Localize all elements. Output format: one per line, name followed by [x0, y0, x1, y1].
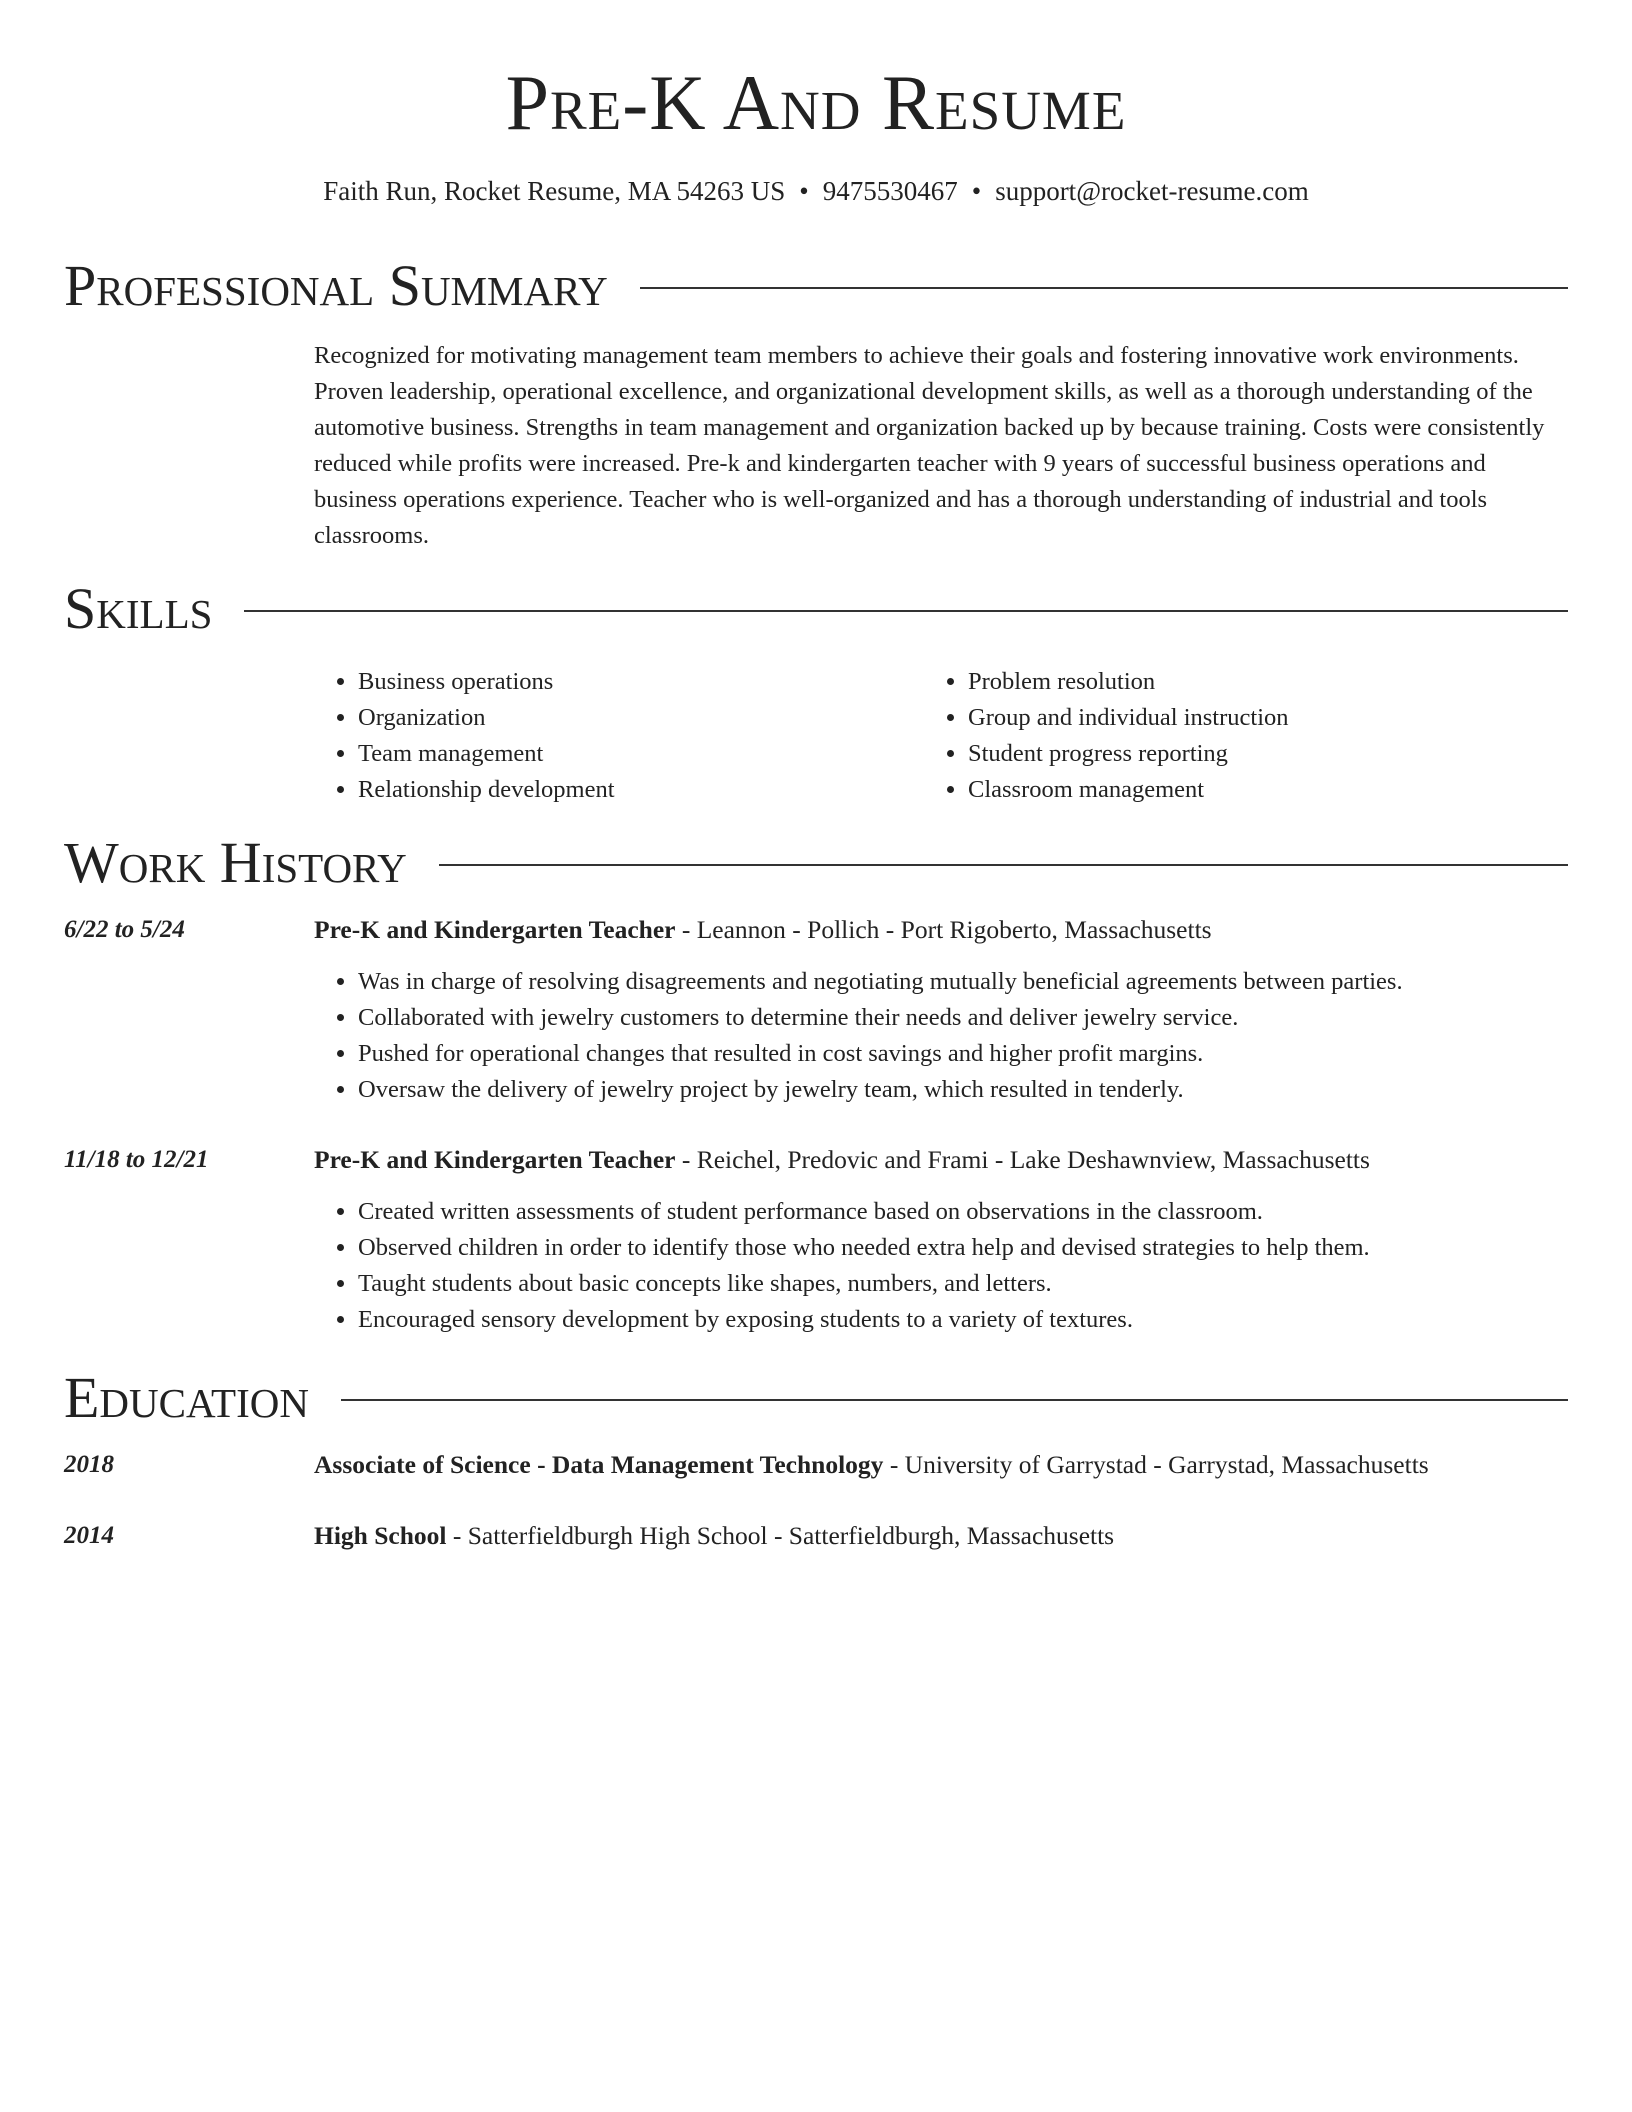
education-entry — [314, 1447, 1592, 1483]
section-title-work: Work History — [64, 830, 407, 895]
job-bullet: • Pushed for operational changes that resulted in cost savings and higher profit margins. — [358, 1036, 1592, 1072]
section-divider — [439, 864, 1568, 866]
work-section-header — [64, 830, 1568, 896]
job-title: Pre-K and Kindergarten Teacher — [314, 915, 676, 944]
contact-phone: 9475530467 — [822, 176, 958, 206]
education-year: 2018 — [64, 1451, 114, 1478]
section-title-summary: Professional Summary — [64, 253, 608, 318]
summary-text: Recognized for motivating management team members to achieve their goals and fostering innovative work environments. Proven leadership, operational excellence, and organizational development skills, as well as a thorough understanding of the automotive business. Strengths in team management and organization backed up by because training. Costs were consistently reduced while profits were increased. Pre-k and kindergarten teacher with 9 years of successful business operations and business operations experience. Teacher who is well-organized and has a thorough understanding of industrial and tools classrooms. — [314, 342, 1545, 549]
skill-item: • Group and individual instruction — [968, 700, 1289, 736]
contact-line — [0, 174, 1632, 208]
education-school-location: - University of Garrystad - Garrystad, Massachusetts — [883, 1450, 1429, 1479]
job-employer-location: - Reichel, Predovic and Frami - Lake Deshawnview, Massachusetts — [675, 1145, 1370, 1174]
resume-name: Pre-K And Resume — [505, 59, 1127, 146]
skill-item: • Student progress reporting — [968, 736, 1289, 772]
job-employer-location: - Leannon - Pollich - Port Rigoberto, Massachusetts — [675, 915, 1212, 944]
education-degree: High School — [314, 1521, 447, 1550]
education-section-header — [64, 1365, 1568, 1431]
section-divider — [341, 1399, 1568, 1401]
skill-item: • Business operations — [358, 664, 615, 700]
contact-address: Faith Run, Rocket Resume, MA 54263 US — [323, 176, 786, 206]
contact-separator: • — [971, 176, 982, 206]
skill-item: • Problem resolution — [968, 664, 1289, 700]
skill-item: • Organization — [358, 700, 615, 736]
skill-item: • Classroom management — [968, 772, 1289, 808]
section-divider — [244, 610, 1568, 612]
job-title: Pre-K and Kindergarten Teacher — [314, 1145, 676, 1174]
education-school-location: - Satterfieldburgh High School - Satterfieldburgh, Massachusetts — [446, 1521, 1115, 1550]
job-bullet: • Observed children in order to identify those who needed extra help and devised strategies to help them. — [358, 1230, 1592, 1266]
skills-section-header — [64, 576, 1568, 642]
section-divider — [640, 287, 1568, 289]
contact-separator: • — [799, 176, 809, 206]
job-bullets — [314, 964, 1592, 1108]
contact-email: support@rocket-resume.com — [995, 176, 1309, 206]
education-year: 2014 — [64, 1522, 114, 1549]
job-dates: 6/22 to 5/24 — [64, 916, 185, 943]
job-bullet: • Taught students about basic concepts like shapes, numbers, and letters. — [358, 1266, 1592, 1302]
skill-item: • Team management — [358, 736, 615, 772]
job-bullets — [314, 1194, 1592, 1338]
summary-section-header — [64, 253, 1568, 319]
job-bullet: • Encouraged sensory development by exposing students to a variety of textures. — [358, 1302, 1592, 1338]
job-heading — [314, 912, 1592, 948]
skills-list-right — [924, 664, 1289, 808]
section-title-education: Education — [64, 1365, 309, 1430]
section-title-skills: Skills — [64, 576, 213, 641]
skill-item: • Relationship development — [358, 772, 615, 808]
education-entry — [314, 1518, 1592, 1554]
job-bullet: • Oversaw the delivery of jewelry project by jewelry team, which resulted in tenderly. — [358, 1072, 1592, 1108]
job-bullet: • Created written assessments of student performance based on observations in the classroom. — [358, 1194, 1592, 1230]
job-dates: 11/18 to 12/21 — [64, 1146, 209, 1173]
skills-list-left — [314, 664, 615, 808]
education-degree: Associate of Science - Data Management Technology — [314, 1450, 884, 1479]
job-heading — [314, 1142, 1592, 1178]
job-bullet: • Was in charge of resolving disagreements and negotiating mutually beneficial agreements between parties. — [358, 964, 1592, 1000]
job-bullet: • Collaborated with jewelry customers to determine their needs and deliver jewelry service. — [358, 1000, 1592, 1036]
